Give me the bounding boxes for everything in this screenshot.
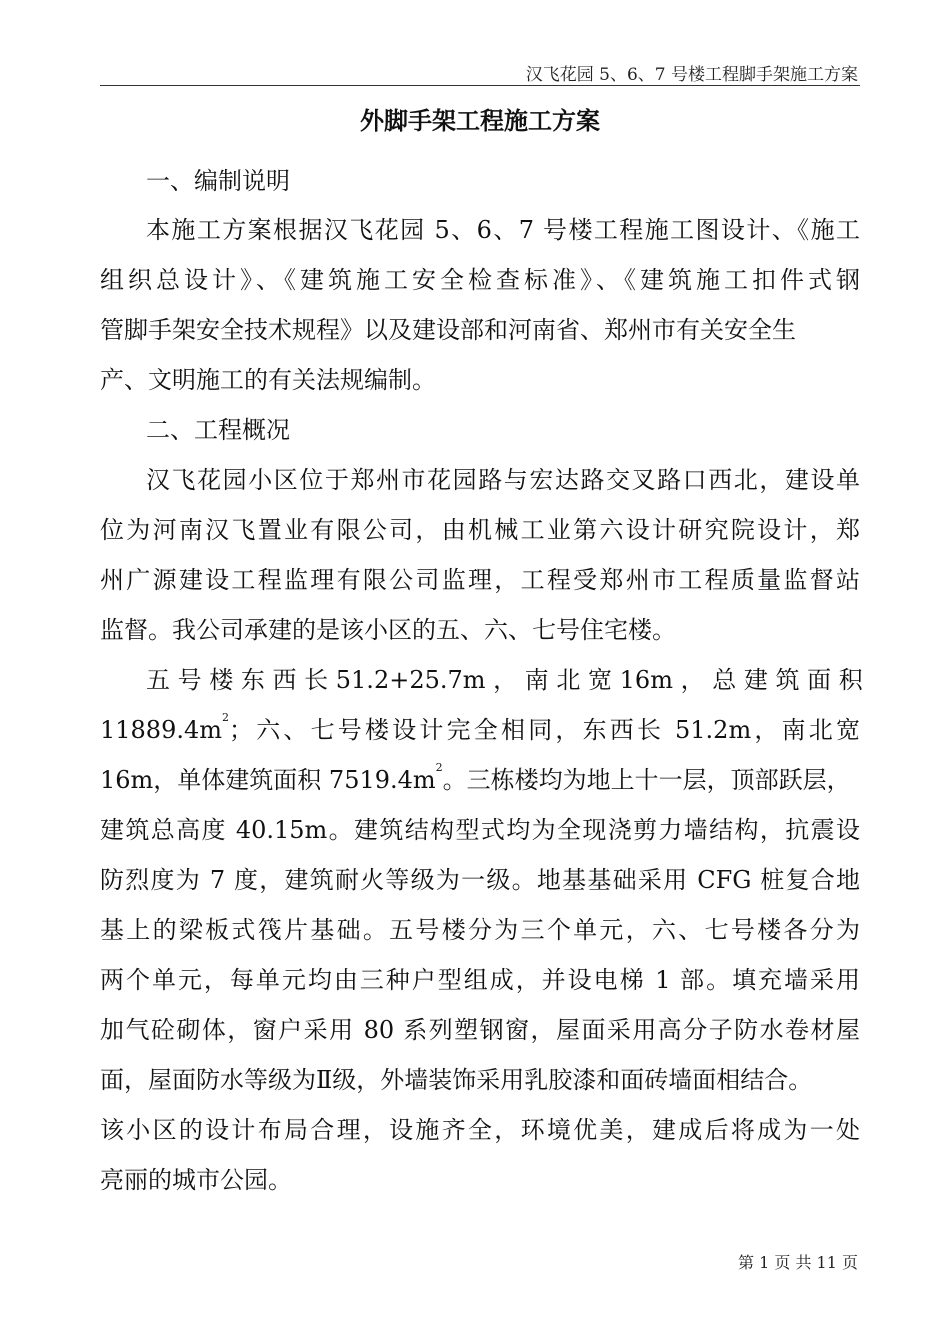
section2-para2-line: 五 号 楼 东 西 长 51.2+25.7m ， 南 北 宽 16m ， 总 建 筑 面 积 bbox=[146, 666, 863, 694]
section1-line: 产、文明施工的有关法规编制。 bbox=[100, 366, 436, 394]
superscript: 2 bbox=[222, 711, 230, 724]
section2-para1-line: 监督。我公司承建的是该小区的五、六、七号住宅楼。 bbox=[100, 616, 676, 644]
section1-line: 管脚手架安全技术规程》以及建设部和河南省、郑州市有关安全生 bbox=[100, 316, 796, 344]
section2-para2-line: 面，屋面防水等级为Ⅱ级，外墙装饰采用乳胶漆和面砖墙面相结合。 bbox=[100, 1066, 813, 1094]
superscript: 2 bbox=[435, 761, 443, 774]
header-divider bbox=[100, 85, 860, 86]
section2-para2-line: 两个单元，每单元均由三种户型组成，并设电梯 1 部。填充墙采用 bbox=[100, 966, 860, 994]
section2-para2-line: 加气砼砌体，窗户采用 80 系列塑钢窗，屋面采用高分子防水卷材屋 bbox=[100, 1016, 860, 1044]
section2-para2-line: 基上的梁板式筏片基础。五号楼分为三个单元，六、七号楼各分为 bbox=[100, 916, 860, 944]
text-segment: ；六、七号楼设计完全相同，东西长 51.2m，南北宽 bbox=[229, 716, 860, 744]
area-value: 11889.4m bbox=[100, 716, 223, 744]
section1-line: 本施工方案根据汉飞花园 5、6、7 号楼工程施工图设计、《施工 bbox=[146, 216, 860, 244]
section2-para1-line: 位为河南汉飞置业有限公司，由机械工业第六设计研究院设计，郑 bbox=[100, 516, 860, 544]
text-segment: 16m，单体建筑面积 7519.4m bbox=[100, 766, 436, 794]
document-title: 外脚手架工程施工方案 bbox=[360, 106, 600, 135]
section2-para1-line: 汉飞花园小区位于郑州市花园路与宏达路交叉路口西北，建设单 bbox=[146, 466, 860, 494]
page-number: 第 1 页 共 11 页 bbox=[738, 1253, 858, 1272]
section2-para2-line bbox=[100, 763, 851, 797]
section2-para2-line: 建筑总高度 40.15m。建筑结构型式均为全现浇剪力墙结构，抗震设 bbox=[100, 816, 860, 844]
section2-para2-line: 亮丽的城市公园。 bbox=[100, 1166, 292, 1194]
section2-para1-line: 州广源建设工程监理有限公司监理，工程受郑州市工程质量监督站 bbox=[100, 566, 860, 594]
header-title: 汉飞花园 5、6、7 号楼工程脚手架施工方案 bbox=[525, 65, 858, 85]
section2-para2-line: 该小区的设计布局合理，设施齐全，环境优美，建成后将成为一处 bbox=[100, 1116, 860, 1144]
section2-para2-line bbox=[100, 713, 860, 747]
section2-heading: 二、工程概况 bbox=[146, 416, 290, 444]
section1-line: 组织总设计》、《建筑施工安全检查标准》、《建筑施工扣件式钢 bbox=[100, 266, 860, 294]
section2-para2-line: 防烈度为 7 度，建筑耐火等级为一级。地基基础采用 CFG 桩复合地 bbox=[100, 866, 860, 894]
section1-heading: 一、编制说明 bbox=[146, 167, 290, 195]
text-segment: 。三栋楼均为地上十一层，顶部跃层， bbox=[442, 766, 851, 794]
